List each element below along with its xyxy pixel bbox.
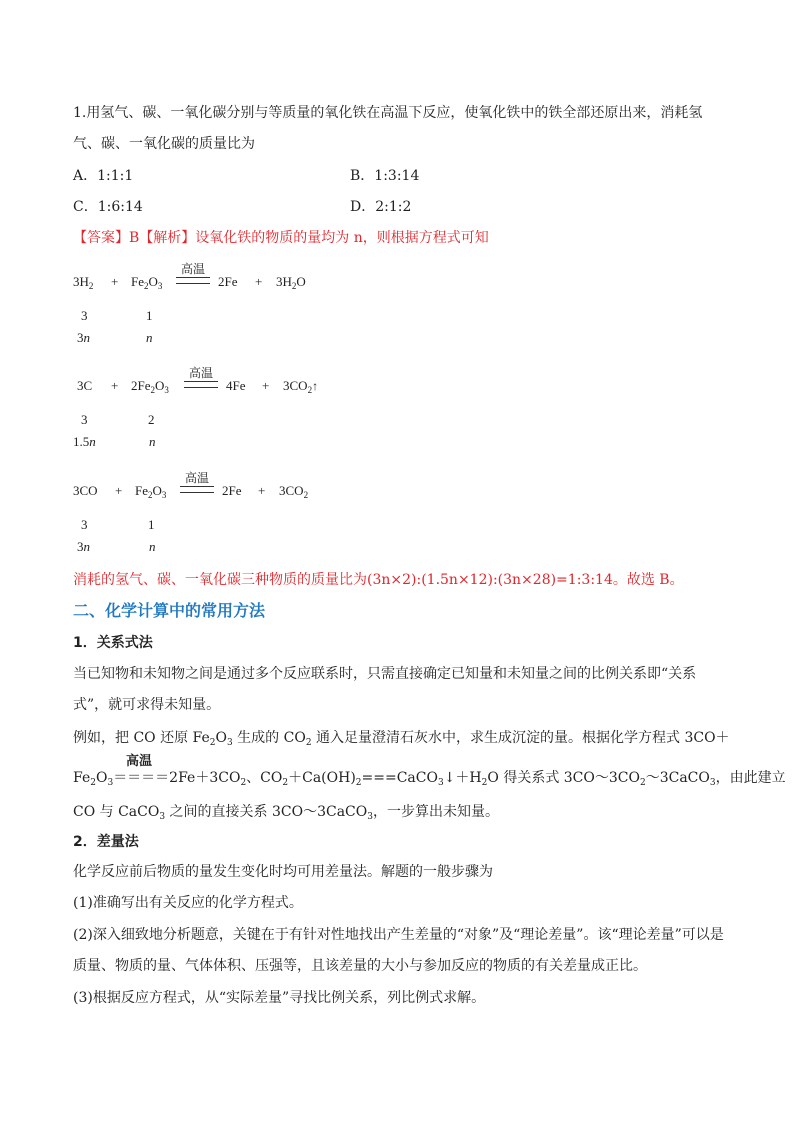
answer-line (73, 228, 489, 248)
eq1-coef-1: 3 (81, 308, 88, 323)
eq1-reactant-1: $3H_2$ (73, 274, 94, 291)
option-c: C．1:6:14 (73, 199, 143, 215)
eq1-product-1: 2Fe (218, 274, 238, 289)
conclusion: 消耗的氢气、碳、一氧化碳三种物质的质量比为(3n×2):(1.5n×12):(3n×28)=1:3:14。故选 B。 (73, 572, 684, 588)
section-heading: 二、化学计算中的常用方法 (73, 601, 266, 620)
method-1-para-1b: 式”，就可求得未知量。 (73, 697, 221, 713)
method-1-para-2b: $Fe_2O_3====2Fe+3CO_2$、$CO_2+Ca(OH)_2===CaCO_3↓+H_2O$ 得关系式 $3CO\sim 3CO_2\sim 3CaCO_3$，由此建立 (73, 770, 786, 788)
eq1-condition: 高温 (172, 262, 214, 284)
eq3-coef-2: 1 (148, 517, 155, 532)
eq2-product-1: 4Fe (226, 378, 246, 393)
eq2-reactant-1: 3C (77, 378, 93, 393)
eq3-mol-2: n (149, 539, 156, 554)
eq1-reactant-2: $Fe_2O_3$ (131, 274, 163, 291)
eq3-reactant-2: $Fe_2O_3$ (135, 483, 167, 500)
eq1-plus-2: + (255, 274, 263, 289)
answer-text: 设氧化铁的物质的量均为 n，则根据方程式可知 (195, 230, 489, 246)
method-2-para-1: 化学反应前后物质的量发生变化时均可用差量法。解题的一般步骤为 (73, 864, 493, 880)
answer-tag: 【答案】B【解析】 (73, 230, 196, 246)
eq2-mol-1: 1.5n (73, 434, 96, 449)
eq1-plus: + (111, 274, 119, 289)
eq1-mol-2: n (146, 330, 153, 345)
eq1-mol-1: 3n (77, 330, 90, 345)
eq2-reactant-2: $2Fe_2O_3$ (131, 378, 169, 395)
eq3-reactant-1: 3CO (73, 483, 98, 498)
gas-arrow-icon: ↑ (312, 379, 319, 393)
method-2-step-1: (1)准确写出有关反应的化学方程式。 (73, 895, 303, 911)
method-1-title: 1．关系式法 (73, 635, 153, 651)
eq2-plus: + (111, 378, 119, 393)
option-a: A．1:1:1 (73, 168, 134, 184)
eq3-mol-1: 3n (77, 539, 90, 554)
eq3-product-2: $3CO_2$ (279, 483, 309, 500)
option-b: B．1:3:14 (350, 168, 420, 184)
eq3-plus: + (115, 483, 123, 498)
eq3-product-1: 2Fe (222, 483, 242, 498)
eq2-plus-2: + (262, 378, 270, 393)
eq2-condition: 高温 (180, 366, 222, 388)
eq3-coef-1: 3 (81, 517, 88, 532)
method-2-step-2a: (2)深入细致地分析题意，关键在于有针对性地找出产生差量的“对象”及“理论差量”。该“理论差量”可以是 (73, 927, 724, 943)
eq1-product-2: $3H_2O$ (276, 274, 306, 291)
eq1-coef-2: 1 (146, 308, 153, 323)
method-1-condition: 高温 (126, 754, 153, 769)
question-line-2: 气、碳、一氧化碳的质量比为 (73, 136, 255, 152)
method-1-para-1a: 当已知物和未知物之间是通过多个反应联系时，只需直接确定已知量和未知量之间的比例关系即“关系 (73, 666, 697, 682)
method-1-para-2c: CO 与 CaCO$_3$ 之间的直接关系 3CO～3CaCO$_3$，一步算出未知量。 (73, 804, 499, 822)
method-1-para-2a: 例如，把 CO 还原 $Fe_2O_3$ 生成的 $CO_2$ 通入足量澄清石灰水中，求生成沉淀的量。根据化学方程式 3CO＋ (73, 730, 730, 748)
eq2-coef-2: 2 (148, 412, 155, 427)
eq2-coef-1: 3 (81, 412, 88, 427)
method-2-title: 2．差量法 (73, 834, 139, 850)
eq2-mol-2: n (149, 434, 156, 449)
method-2-step-3: (3)根据反应方程式，从“实际差量”寻找比例关系，列比例式求解。 (73, 990, 486, 1006)
option-d: D．2:1:2 (350, 199, 412, 215)
question-line-1: 1.用氢气、碳、一氧化碳分别与等质量的氧化铁在高温下反应，使氧化铁中的铁全部还原出来，消耗氢 (73, 105, 703, 121)
method-2-step-2b: 质量、物质的量、气体体积、压强等，且该差量的大小与参加反应的物质的有关差量成正比。 (73, 958, 647, 974)
eq3-plus-2: + (258, 483, 266, 498)
eq2-product-2: $3CO_2↑$ (283, 378, 319, 395)
eq3-condition: 高温 (176, 471, 218, 493)
